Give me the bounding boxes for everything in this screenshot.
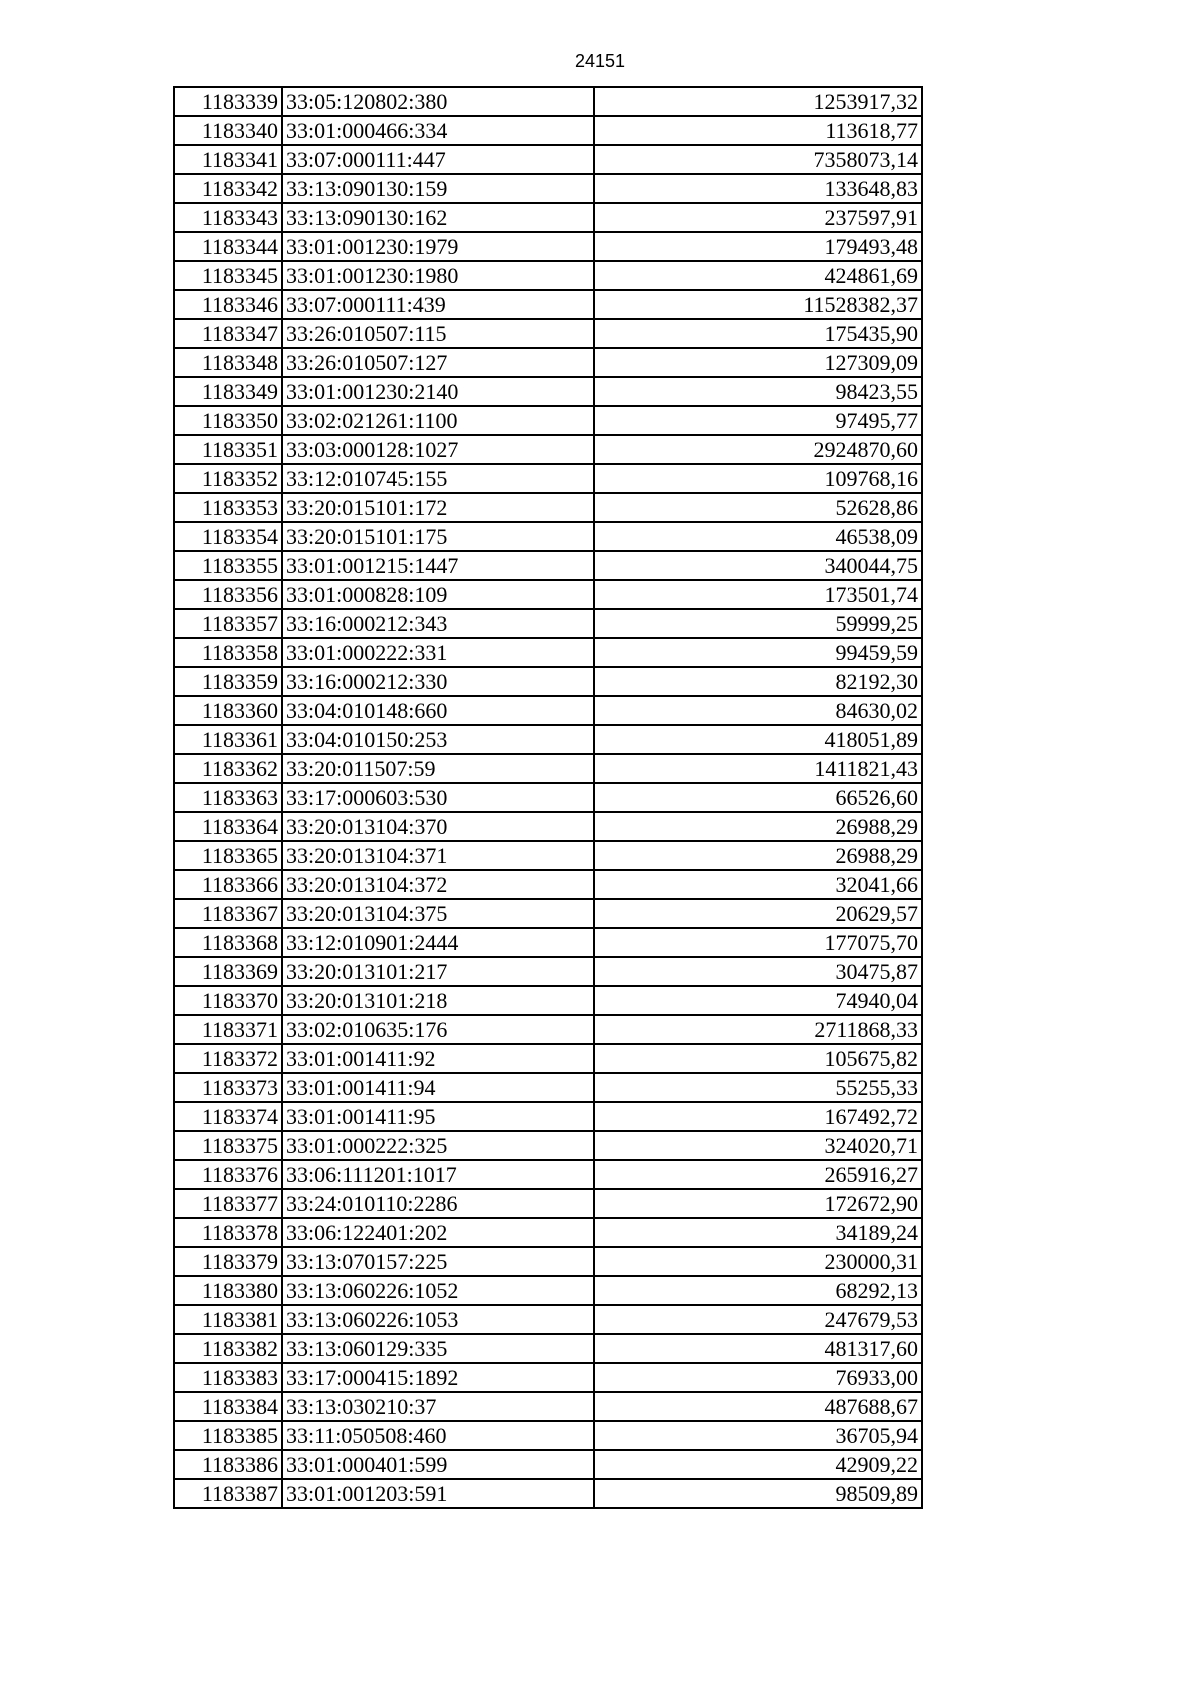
table-row xyxy=(174,1421,922,1450)
cadastral-number-cell: 33:20:013104:371 xyxy=(282,841,594,870)
cadastral-number-cell: 33:13:090130:162 xyxy=(282,203,594,232)
cadastral-number-cell: 33:17:000415:1892 xyxy=(282,1363,594,1392)
cadastral-number-cell: 33:01:001411:92 xyxy=(282,1044,594,1073)
cadastral-number-cell: 33:13:070157:225 xyxy=(282,1247,594,1276)
table-row xyxy=(174,522,922,551)
row-id-cell: 1183368 xyxy=(174,928,282,957)
row-id-cell: 1183372 xyxy=(174,1044,282,1073)
cadastral-value-cell: 66526,60 xyxy=(594,783,922,812)
row-id-cell: 1183349 xyxy=(174,377,282,406)
cadastral-value-cell: 84630,02 xyxy=(594,696,922,725)
cadastral-value-cell: 20629,57 xyxy=(594,899,922,928)
row-id-cell: 1183361 xyxy=(174,725,282,754)
table-row xyxy=(174,232,922,261)
table-row xyxy=(174,1102,922,1131)
row-id-cell: 1183358 xyxy=(174,638,282,667)
cadastral-value-cell: 52628,86 xyxy=(594,493,922,522)
cadastral-value-cell: 247679,53 xyxy=(594,1305,922,1334)
cadastral-number-cell: 33:06:122401:202 xyxy=(282,1218,594,1247)
table-row xyxy=(174,783,922,812)
cadastral-value-cell: 2711868,33 xyxy=(594,1015,922,1044)
cadastral-value-cell: 82192,30 xyxy=(594,667,922,696)
cadastral-value-cell: 340044,75 xyxy=(594,551,922,580)
table-row xyxy=(174,1189,922,1218)
cadastral-number-cell: 33:05:120802:380 xyxy=(282,87,594,116)
table-row xyxy=(174,725,922,754)
cadastral-number-cell: 33:03:000128:1027 xyxy=(282,435,594,464)
row-id-cell: 1183383 xyxy=(174,1363,282,1392)
cadastral-number-cell: 33:20:013104:372 xyxy=(282,870,594,899)
cadastral-number-cell: 33:06:111201:1017 xyxy=(282,1160,594,1189)
cadastral-number-cell: 33:20:013104:375 xyxy=(282,899,594,928)
cadastral-value-cell: 32041,66 xyxy=(594,870,922,899)
table-row xyxy=(174,1305,922,1334)
cadastral-number-cell: 33:20:013104:370 xyxy=(282,812,594,841)
cadastral-value-cell: 11528382,37 xyxy=(594,290,922,319)
cadastral-value-cell: 42909,22 xyxy=(594,1450,922,1479)
cadastral-value-cell: 26988,29 xyxy=(594,812,922,841)
table-row xyxy=(174,1334,922,1363)
row-id-cell: 1183356 xyxy=(174,580,282,609)
cadastral-value-cell: 7358073,14 xyxy=(594,145,922,174)
cadastral-number-cell: 33:12:010901:2444 xyxy=(282,928,594,957)
cadastral-number-cell: 33:02:021261:1100 xyxy=(282,406,594,435)
cadastral-value-cell: 177075,70 xyxy=(594,928,922,957)
table-row xyxy=(174,464,922,493)
cadastral-value-cell: 1411821,43 xyxy=(594,754,922,783)
cadastral-value-cell: 59999,25 xyxy=(594,609,922,638)
row-id-cell: 1183360 xyxy=(174,696,282,725)
cadastral-value-cell: 98423,55 xyxy=(594,377,922,406)
table-row xyxy=(174,1247,922,1276)
row-id-cell: 1183385 xyxy=(174,1421,282,1450)
cadastral-number-cell: 33:20:015101:175 xyxy=(282,522,594,551)
cadastral-number-cell: 33:07:000111:439 xyxy=(282,290,594,319)
row-id-cell: 1183339 xyxy=(174,87,282,116)
table-row xyxy=(174,1131,922,1160)
table-row xyxy=(174,696,922,725)
table-row xyxy=(174,580,922,609)
cadastral-number-cell: 33:20:015101:172 xyxy=(282,493,594,522)
table-row xyxy=(174,290,922,319)
cadastral-value-cell: 487688,67 xyxy=(594,1392,922,1421)
row-id-cell: 1183354 xyxy=(174,522,282,551)
table-row xyxy=(174,319,922,348)
row-id-cell: 1183359 xyxy=(174,667,282,696)
cadastral-number-cell: 33:01:001203:591 xyxy=(282,1479,594,1508)
cadastral-value-cell: 113618,77 xyxy=(594,116,922,145)
table-row xyxy=(174,957,922,986)
cadastral-number-cell: 33:04:010148:660 xyxy=(282,696,594,725)
row-id-cell: 1183344 xyxy=(174,232,282,261)
table-row xyxy=(174,899,922,928)
row-id-cell: 1183386 xyxy=(174,1450,282,1479)
cadastral-number-cell: 33:20:011507:59 xyxy=(282,754,594,783)
cadastral-number-cell: 33:01:000222:331 xyxy=(282,638,594,667)
table-row xyxy=(174,1015,922,1044)
cadastral-value-cell: 26988,29 xyxy=(594,841,922,870)
table-row xyxy=(174,1160,922,1189)
table-row xyxy=(174,261,922,290)
cadastral-number-cell: 33:13:030210:37 xyxy=(282,1392,594,1421)
row-id-cell: 1183355 xyxy=(174,551,282,580)
row-id-cell: 1183353 xyxy=(174,493,282,522)
cadastral-value-cell: 324020,71 xyxy=(594,1131,922,1160)
table-row xyxy=(174,667,922,696)
cadastral-value-cell: 265916,27 xyxy=(594,1160,922,1189)
cadastral-value-cell: 76933,00 xyxy=(594,1363,922,1392)
cadastral-value-cell: 418051,89 xyxy=(594,725,922,754)
cadastral-number-cell: 33:01:001411:94 xyxy=(282,1073,594,1102)
table-row xyxy=(174,116,922,145)
cadastral-number-cell: 33:11:050508:460 xyxy=(282,1421,594,1450)
cadastral-number-cell: 33:20:013101:217 xyxy=(282,957,594,986)
cadastral-value-cell: 481317,60 xyxy=(594,1334,922,1363)
row-id-cell: 1183345 xyxy=(174,261,282,290)
cadastral-number-cell: 33:17:000603:530 xyxy=(282,783,594,812)
table-row xyxy=(174,87,922,116)
row-id-cell: 1183379 xyxy=(174,1247,282,1276)
cadastral-number-cell: 33:13:060129:335 xyxy=(282,1334,594,1363)
row-id-cell: 1183348 xyxy=(174,348,282,377)
cadastral-value-cell: 179493,48 xyxy=(594,232,922,261)
cadastral-value-cell: 167492,72 xyxy=(594,1102,922,1131)
row-id-cell: 1183366 xyxy=(174,870,282,899)
cadastral-value-cell: 237597,91 xyxy=(594,203,922,232)
table-row xyxy=(174,145,922,174)
table-row xyxy=(174,986,922,1015)
row-id-cell: 1183352 xyxy=(174,464,282,493)
cadastral-number-cell: 33:13:060226:1052 xyxy=(282,1276,594,1305)
cadastral-number-cell: 33:01:001215:1447 xyxy=(282,551,594,580)
row-id-cell: 1183351 xyxy=(174,435,282,464)
cadastral-value-cell: 105675,82 xyxy=(594,1044,922,1073)
cadastral-value-cell: 175435,90 xyxy=(594,319,922,348)
cadastral-value-cell: 1253917,32 xyxy=(594,87,922,116)
table-row xyxy=(174,754,922,783)
cadastral-number-cell: 33:01:001230:1979 xyxy=(282,232,594,261)
row-id-cell: 1183370 xyxy=(174,986,282,1015)
table-row xyxy=(174,174,922,203)
cadastral-number-cell: 33:16:000212:330 xyxy=(282,667,594,696)
row-id-cell: 1183371 xyxy=(174,1015,282,1044)
row-id-cell: 1183369 xyxy=(174,957,282,986)
cadastral-value-table xyxy=(173,86,923,1509)
row-id-cell: 1183367 xyxy=(174,899,282,928)
row-id-cell: 1183340 xyxy=(174,116,282,145)
row-id-cell: 1183375 xyxy=(174,1131,282,1160)
row-id-cell: 1183380 xyxy=(174,1276,282,1305)
cadastral-value-cell: 172672,90 xyxy=(594,1189,922,1218)
row-id-cell: 1183381 xyxy=(174,1305,282,1334)
table-row xyxy=(174,406,922,435)
table-row xyxy=(174,1392,922,1421)
cadastral-value-cell: 133648,83 xyxy=(594,174,922,203)
table-row xyxy=(174,812,922,841)
row-id-cell: 1183364 xyxy=(174,812,282,841)
row-id-cell: 1183350 xyxy=(174,406,282,435)
cadastral-value-cell: 424861,69 xyxy=(594,261,922,290)
cadastral-value-cell: 230000,31 xyxy=(594,1247,922,1276)
cadastral-value-cell: 99459,59 xyxy=(594,638,922,667)
cadastral-number-cell: 33:01:000828:109 xyxy=(282,580,594,609)
cadastral-number-cell: 33:24:010110:2286 xyxy=(282,1189,594,1218)
cadastral-value-cell: 30475,87 xyxy=(594,957,922,986)
table-row xyxy=(174,1044,922,1073)
row-id-cell: 1183376 xyxy=(174,1160,282,1189)
table-row xyxy=(174,1479,922,1508)
table-row xyxy=(174,1363,922,1392)
row-id-cell: 1183384 xyxy=(174,1392,282,1421)
page-number: 24151 xyxy=(574,51,626,71)
row-id-cell: 1183365 xyxy=(174,841,282,870)
cadastral-value-cell: 127309,09 xyxy=(594,348,922,377)
table-row xyxy=(174,348,922,377)
cadastral-number-cell: 33:01:000222:325 xyxy=(282,1131,594,1160)
cadastral-value-cell: 46538,09 xyxy=(594,522,922,551)
row-id-cell: 1183387 xyxy=(174,1479,282,1508)
row-id-cell: 1183363 xyxy=(174,783,282,812)
row-id-cell: 1183341 xyxy=(174,145,282,174)
table-row xyxy=(174,377,922,406)
table-row xyxy=(174,928,922,957)
row-id-cell: 1183362 xyxy=(174,754,282,783)
row-id-cell: 1183346 xyxy=(174,290,282,319)
row-id-cell: 1183357 xyxy=(174,609,282,638)
cadastral-number-cell: 33:01:001230:2140 xyxy=(282,377,594,406)
cadastral-number-cell: 33:13:060226:1053 xyxy=(282,1305,594,1334)
table-row xyxy=(174,435,922,464)
cadastral-value-cell: 2924870,60 xyxy=(594,435,922,464)
cadastral-value-cell: 173501,74 xyxy=(594,580,922,609)
cadastral-number-cell: 33:01:001411:95 xyxy=(282,1102,594,1131)
table-row xyxy=(174,609,922,638)
cadastral-number-cell: 33:16:000212:343 xyxy=(282,609,594,638)
cadastral-number-cell: 33:26:010507:127 xyxy=(282,348,594,377)
row-id-cell: 1183377 xyxy=(174,1189,282,1218)
cadastral-number-cell: 33:13:090130:159 xyxy=(282,174,594,203)
row-id-cell: 1183378 xyxy=(174,1218,282,1247)
row-id-cell: 1183373 xyxy=(174,1073,282,1102)
row-id-cell: 1183342 xyxy=(174,174,282,203)
table-row xyxy=(174,551,922,580)
cadastral-number-cell: 33:01:001230:1980 xyxy=(282,261,594,290)
cadastral-number-cell: 33:02:010635:176 xyxy=(282,1015,594,1044)
cadastral-number-cell: 33:12:010745:155 xyxy=(282,464,594,493)
cadastral-number-cell: 33:04:010150:253 xyxy=(282,725,594,754)
table-body xyxy=(174,87,922,1508)
cadastral-value-cell: 36705,94 xyxy=(594,1421,922,1450)
table-row xyxy=(174,493,922,522)
row-id-cell: 1183347 xyxy=(174,319,282,348)
row-id-cell: 1183343 xyxy=(174,203,282,232)
cadastral-value-cell: 55255,33 xyxy=(594,1073,922,1102)
table-row xyxy=(174,1073,922,1102)
table-row xyxy=(174,1276,922,1305)
cadastral-number-cell: 33:20:013101:218 xyxy=(282,986,594,1015)
table-row xyxy=(174,203,922,232)
cadastral-number-cell: 33:07:000111:447 xyxy=(282,145,594,174)
row-id-cell: 1183382 xyxy=(174,1334,282,1363)
cadastral-value-cell: 109768,16 xyxy=(594,464,922,493)
cadastral-value-cell: 98509,89 xyxy=(594,1479,922,1508)
cadastral-value-cell: 68292,13 xyxy=(594,1276,922,1305)
cadastral-value-cell: 74940,04 xyxy=(594,986,922,1015)
cadastral-number-cell: 33:26:010507:115 xyxy=(282,319,594,348)
table-row xyxy=(174,1218,922,1247)
cadastral-number-cell: 33:01:000466:334 xyxy=(282,116,594,145)
cadastral-number-cell: 33:01:000401:599 xyxy=(282,1450,594,1479)
table-row xyxy=(174,870,922,899)
table-row xyxy=(174,841,922,870)
table-row xyxy=(174,638,922,667)
table-row xyxy=(174,1450,922,1479)
cadastral-value-cell: 34189,24 xyxy=(594,1218,922,1247)
cadastral-value-cell: 97495,77 xyxy=(594,406,922,435)
row-id-cell: 1183374 xyxy=(174,1102,282,1131)
